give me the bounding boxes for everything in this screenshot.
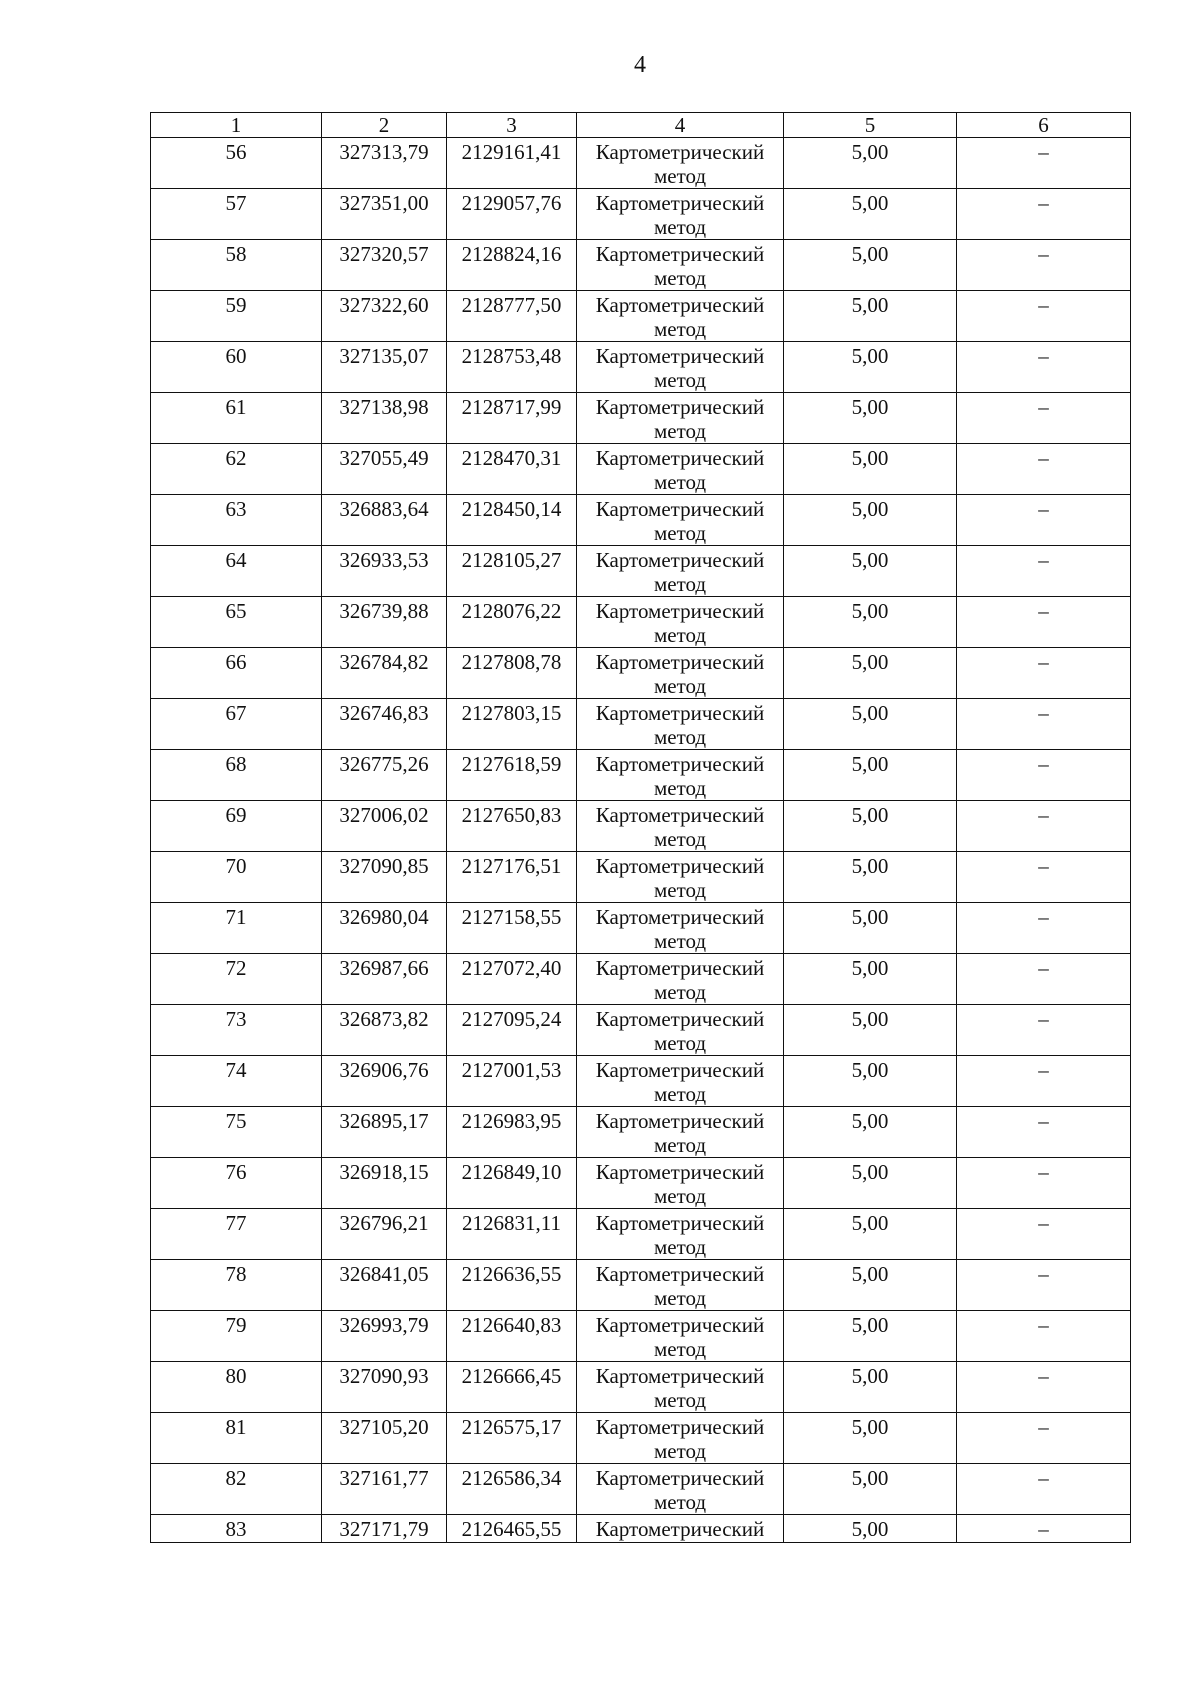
- method-cell: [577, 1260, 784, 1311]
- point-number-cell: 81: [151, 1413, 322, 1464]
- method-line-1: Картометрический: [595, 395, 765, 419]
- x-coordinate-cell: 326739,88: [322, 597, 447, 648]
- table-row: [151, 954, 1131, 1005]
- point-number-cell: 76: [151, 1158, 322, 1209]
- method-line-2: метод: [653, 317, 707, 341]
- x-coordinate-cell: 326796,21: [322, 1209, 447, 1260]
- method-cell: [577, 189, 784, 240]
- table-row: [151, 1056, 1131, 1107]
- accuracy-cell: 5,00: [784, 750, 957, 801]
- table-row: [151, 1464, 1131, 1515]
- method-cell: [577, 1107, 784, 1158]
- method-line-1: Картометрический: [595, 140, 765, 164]
- y-coordinate-cell: 2126586,34: [447, 1464, 577, 1515]
- note-cell: –: [957, 801, 1131, 852]
- x-coordinate-cell: 326784,82: [322, 648, 447, 699]
- accuracy-cell: 5,00: [784, 138, 957, 189]
- note-cell: –: [957, 1464, 1131, 1515]
- y-coordinate-cell: 2128753,48: [447, 342, 577, 393]
- y-coordinate-cell: 2127001,53: [447, 1056, 577, 1107]
- accuracy-cell: 5,00: [784, 1311, 957, 1362]
- table-row: [151, 1209, 1131, 1260]
- point-number-cell: 63: [151, 495, 322, 546]
- method-cell: [577, 342, 784, 393]
- table-row: [151, 138, 1131, 189]
- table-row: [151, 903, 1131, 954]
- accuracy-cell: 5,00: [784, 1056, 957, 1107]
- point-number-cell: 75: [151, 1107, 322, 1158]
- accuracy-cell: 5,00: [784, 801, 957, 852]
- accuracy-cell: 5,00: [784, 291, 957, 342]
- method-line-2: метод: [653, 1286, 707, 1310]
- accuracy-cell: 5,00: [784, 1107, 957, 1158]
- accuracy-cell: 5,00: [784, 699, 957, 750]
- method-line-1: Картометрический: [595, 752, 765, 776]
- table-row: [151, 1005, 1131, 1056]
- method-line-2: метод: [653, 164, 707, 188]
- table-row: [151, 699, 1131, 750]
- header-row: [151, 113, 1131, 138]
- method-line-2: метод: [653, 776, 707, 800]
- point-number-cell: 62: [151, 444, 322, 495]
- note-cell: –: [957, 1362, 1131, 1413]
- y-coordinate-cell: 2126831,11: [447, 1209, 577, 1260]
- y-coordinate-cell: 2126636,55: [447, 1260, 577, 1311]
- accuracy-cell: 5,00: [784, 444, 957, 495]
- x-coordinate-cell: 326980,04: [322, 903, 447, 954]
- y-coordinate-cell: 2127650,83: [447, 801, 577, 852]
- note-cell: –: [957, 699, 1131, 750]
- method-line-2: метод: [653, 623, 707, 647]
- method-line-1: Картометрический: [595, 854, 765, 878]
- y-coordinate-cell: 2126640,83: [447, 1311, 577, 1362]
- accuracy-cell: 5,00: [784, 1362, 957, 1413]
- point-number-cell: 77: [151, 1209, 322, 1260]
- point-number-cell: 73: [151, 1005, 322, 1056]
- method-line-1: Картометрический: [595, 191, 765, 215]
- x-coordinate-cell: 327161,77: [322, 1464, 447, 1515]
- x-coordinate-cell: 327320,57: [322, 240, 447, 291]
- point-number-cell: 72: [151, 954, 322, 1005]
- note-cell: –: [957, 495, 1131, 546]
- note-cell: –: [957, 546, 1131, 597]
- point-number-cell: 60: [151, 342, 322, 393]
- method-line-1: Картометрический: [595, 242, 765, 266]
- method-cell: [577, 1056, 784, 1107]
- method-cell: [577, 903, 784, 954]
- table-row: [151, 189, 1131, 240]
- header-cell: 2: [322, 113, 447, 138]
- table-row: [151, 1413, 1131, 1464]
- method-cell: [577, 1311, 784, 1362]
- x-coordinate-cell: 326987,66: [322, 954, 447, 1005]
- x-coordinate-cell: 327090,85: [322, 852, 447, 903]
- method-cell: [577, 597, 784, 648]
- y-coordinate-cell: 2128450,14: [447, 495, 577, 546]
- method-line-2: метод: [653, 1388, 707, 1412]
- note-cell: –: [957, 954, 1131, 1005]
- method-cell: [577, 801, 784, 852]
- table-row: [151, 444, 1131, 495]
- point-number-cell: 78: [151, 1260, 322, 1311]
- table-row: [151, 1515, 1131, 1543]
- x-coordinate-cell: 326841,05: [322, 1260, 447, 1311]
- note-cell: –: [957, 1260, 1131, 1311]
- accuracy-cell: 5,00: [784, 1413, 957, 1464]
- table-row: [151, 240, 1131, 291]
- method-line-1: Картометрический: [595, 1160, 765, 1184]
- x-coordinate-cell: 327351,00: [322, 189, 447, 240]
- point-number-cell: 82: [151, 1464, 322, 1515]
- method-cell: [577, 954, 784, 1005]
- method-line-1: Картометрический: [595, 701, 765, 725]
- method-cell: [577, 444, 784, 495]
- method-line-2: метод: [653, 1082, 707, 1106]
- table-body: [151, 138, 1131, 1543]
- method-line-1: Картометрический: [595, 1364, 765, 1388]
- table-row: [151, 597, 1131, 648]
- y-coordinate-cell: 2126849,10: [447, 1158, 577, 1209]
- method-line-2: метод: [653, 1133, 707, 1157]
- note-cell: –: [957, 1515, 1131, 1543]
- x-coordinate-cell: 326746,83: [322, 699, 447, 750]
- x-coordinate-cell: 327090,93: [322, 1362, 447, 1413]
- method-cell: [577, 1362, 784, 1413]
- note-cell: –: [957, 189, 1131, 240]
- note-cell: –: [957, 1413, 1131, 1464]
- y-coordinate-cell: 2127158,55: [447, 903, 577, 954]
- method-cell: [577, 750, 784, 801]
- x-coordinate-cell: 326906,76: [322, 1056, 447, 1107]
- accuracy-cell: 5,00: [784, 546, 957, 597]
- y-coordinate-cell: 2128470,31: [447, 444, 577, 495]
- accuracy-cell: 5,00: [784, 240, 957, 291]
- y-coordinate-cell: 2127095,24: [447, 1005, 577, 1056]
- y-coordinate-cell: 2127176,51: [447, 852, 577, 903]
- x-coordinate-cell: 326918,15: [322, 1158, 447, 1209]
- note-cell: –: [957, 852, 1131, 903]
- y-coordinate-cell: 2127618,59: [447, 750, 577, 801]
- method-cell: [577, 546, 784, 597]
- x-coordinate-cell: 326933,53: [322, 546, 447, 597]
- method-line-1: Картометрический: [595, 905, 765, 929]
- x-coordinate-cell: 327006,02: [322, 801, 447, 852]
- y-coordinate-cell: 2126983,95: [447, 1107, 577, 1158]
- method-line-1: Картометрический: [595, 1466, 765, 1490]
- note-cell: –: [957, 291, 1131, 342]
- accuracy-cell: 5,00: [784, 393, 957, 444]
- method-cell: [577, 1158, 784, 1209]
- point-number-cell: 69: [151, 801, 322, 852]
- point-number-cell: 71: [151, 903, 322, 954]
- accuracy-cell: 5,00: [784, 852, 957, 903]
- y-coordinate-cell: 2128824,16: [447, 240, 577, 291]
- method-line-2: метод: [653, 266, 707, 290]
- accuracy-cell: 5,00: [784, 597, 957, 648]
- method-line-2: метод: [653, 980, 707, 1004]
- point-number-cell: 70: [151, 852, 322, 903]
- x-coordinate-cell: 326993,79: [322, 1311, 447, 1362]
- y-coordinate-cell: 2128717,99: [447, 393, 577, 444]
- note-cell: –: [957, 1107, 1131, 1158]
- table-row: [151, 291, 1131, 342]
- y-coordinate-cell: 2126666,45: [447, 1362, 577, 1413]
- point-number-cell: 65: [151, 597, 322, 648]
- method-line-1: Картометрический: [595, 293, 765, 317]
- method-line-2: метод: [653, 725, 707, 749]
- x-coordinate-cell: 327138,98: [322, 393, 447, 444]
- point-number-cell: 66: [151, 648, 322, 699]
- note-cell: –: [957, 138, 1131, 189]
- method-cell: [577, 1413, 784, 1464]
- note-cell: –: [957, 240, 1131, 291]
- point-number-cell: 59: [151, 291, 322, 342]
- method-line-1: Картометрический: [595, 344, 765, 368]
- header-cell: 4: [577, 113, 784, 138]
- accuracy-cell: 5,00: [784, 1260, 957, 1311]
- method-line-1: Картометрический: [595, 803, 765, 827]
- table-row: [151, 1260, 1131, 1311]
- table-row: [151, 801, 1131, 852]
- method-line-2: метод: [653, 878, 707, 902]
- method-cell: [577, 393, 784, 444]
- note-cell: –: [957, 1209, 1131, 1260]
- method-line-1: Картометрический: [595, 1313, 765, 1337]
- y-coordinate-cell: 2129161,41: [447, 138, 577, 189]
- note-cell: –: [957, 750, 1131, 801]
- y-coordinate-cell: 2129057,76: [447, 189, 577, 240]
- method-line-1: Картометрический: [595, 956, 765, 980]
- y-coordinate-cell: 2127072,40: [447, 954, 577, 1005]
- accuracy-cell: 5,00: [784, 903, 957, 954]
- accuracy-cell: 5,00: [784, 1464, 957, 1515]
- note-cell: –: [957, 597, 1131, 648]
- point-number-cell: 57: [151, 189, 322, 240]
- x-coordinate-cell: 327171,79: [322, 1515, 447, 1543]
- y-coordinate-cell: 2127803,15: [447, 699, 577, 750]
- method-cell: [577, 495, 784, 546]
- method-cell: [577, 291, 784, 342]
- point-number-cell: 68: [151, 750, 322, 801]
- method-line-1: Картометрический: [595, 1058, 765, 1082]
- accuracy-cell: 5,00: [784, 954, 957, 1005]
- note-cell: –: [957, 903, 1131, 954]
- table-row: [151, 495, 1131, 546]
- table-row: [151, 1107, 1131, 1158]
- method-line-2: метод: [653, 572, 707, 596]
- note-cell: –: [957, 444, 1131, 495]
- point-number-cell: 58: [151, 240, 322, 291]
- table-row: [151, 648, 1131, 699]
- note-cell: –: [957, 393, 1131, 444]
- method-line-1: Картометрический: [595, 1517, 765, 1541]
- note-cell: –: [957, 648, 1131, 699]
- method-cell: [577, 648, 784, 699]
- accuracy-cell: 5,00: [784, 1209, 957, 1260]
- method-cell: [577, 852, 784, 903]
- table-row: [151, 342, 1131, 393]
- x-coordinate-cell: 326895,17: [322, 1107, 447, 1158]
- point-number-cell: 61: [151, 393, 322, 444]
- header-cell: 3: [447, 113, 577, 138]
- point-number-cell: 64: [151, 546, 322, 597]
- accuracy-cell: 5,00: [784, 495, 957, 546]
- note-cell: –: [957, 342, 1131, 393]
- x-coordinate-cell: 327135,07: [322, 342, 447, 393]
- header-cell: 1: [151, 113, 322, 138]
- accuracy-cell: 5,00: [784, 189, 957, 240]
- x-coordinate-cell: 327322,60: [322, 291, 447, 342]
- method-line-1: Картометрический: [595, 446, 765, 470]
- coordinates-table: [150, 112, 1131, 1543]
- method-line-2: метод: [653, 368, 707, 392]
- method-cell: [577, 240, 784, 291]
- method-line-2: метод: [653, 1490, 707, 1514]
- method-line-2: метод: [653, 1439, 707, 1463]
- y-coordinate-cell: 2128076,22: [447, 597, 577, 648]
- y-coordinate-cell: 2128777,50: [447, 291, 577, 342]
- table-row: [151, 750, 1131, 801]
- method-line-2: метод: [653, 470, 707, 494]
- method-line-2: метод: [653, 929, 707, 953]
- point-number-cell: 79: [151, 1311, 322, 1362]
- x-coordinate-cell: 326775,26: [322, 750, 447, 801]
- x-coordinate-cell: 327055,49: [322, 444, 447, 495]
- method-cell: [577, 1005, 784, 1056]
- point-number-cell: 83: [151, 1515, 322, 1543]
- table-row: [151, 1158, 1131, 1209]
- method-line-1: Картометрический: [595, 650, 765, 674]
- x-coordinate-cell: 326883,64: [322, 495, 447, 546]
- note-cell: –: [957, 1005, 1131, 1056]
- method-line-1: Картометрический: [595, 599, 765, 623]
- table-row: [151, 393, 1131, 444]
- method-cell: [577, 1515, 784, 1543]
- method-line-2: метод: [653, 419, 707, 443]
- method-line-1: Картометрический: [595, 1211, 765, 1235]
- method-line-1: Картометрический: [595, 1262, 765, 1286]
- method-cell: [577, 699, 784, 750]
- method-line-2: метод: [653, 521, 707, 545]
- method-line-1: Картометрический: [595, 548, 765, 572]
- method-line-1: Картометрический: [595, 1007, 765, 1031]
- header-cell: 6: [957, 113, 1131, 138]
- y-coordinate-cell: 2126465,55: [447, 1515, 577, 1543]
- accuracy-cell: 5,00: [784, 1158, 957, 1209]
- note-cell: –: [957, 1158, 1131, 1209]
- accuracy-cell: 5,00: [784, 648, 957, 699]
- table-row: [151, 1362, 1131, 1413]
- method-line-2: метод: [653, 1235, 707, 1259]
- accuracy-cell: 5,00: [784, 1005, 957, 1056]
- method-line-1: Картометрический: [595, 1415, 765, 1439]
- method-cell: [577, 1209, 784, 1260]
- accuracy-cell: 5,00: [784, 1515, 957, 1543]
- table-row: [151, 1311, 1131, 1362]
- y-coordinate-cell: 2127808,78: [447, 648, 577, 699]
- method-line-2: метод: [653, 827, 707, 851]
- point-number-cell: 56: [151, 138, 322, 189]
- y-coordinate-cell: 2126575,17: [447, 1413, 577, 1464]
- method-line-2: метод: [653, 1031, 707, 1055]
- table-row: [151, 546, 1131, 597]
- point-number-cell: 67: [151, 699, 322, 750]
- table-row: [151, 852, 1131, 903]
- x-coordinate-cell: 327313,79: [322, 138, 447, 189]
- point-number-cell: 74: [151, 1056, 322, 1107]
- method-line-1: Картометрический: [595, 1109, 765, 1133]
- note-cell: –: [957, 1311, 1131, 1362]
- method-line-2: метод: [653, 674, 707, 698]
- method-line-2: метод: [653, 1184, 707, 1208]
- x-coordinate-cell: 327105,20: [322, 1413, 447, 1464]
- method-line-1: Картометрический: [595, 497, 765, 521]
- header-cell: 5: [784, 113, 957, 138]
- accuracy-cell: 5,00: [784, 342, 957, 393]
- method-line-2: метод: [653, 215, 707, 239]
- page-number: 4: [634, 52, 646, 78]
- method-cell: [577, 1464, 784, 1515]
- x-coordinate-cell: 326873,82: [322, 1005, 447, 1056]
- note-cell: –: [957, 1056, 1131, 1107]
- point-number-cell: 80: [151, 1362, 322, 1413]
- y-coordinate-cell: 2128105,27: [447, 546, 577, 597]
- method-line-2: метод: [653, 1337, 707, 1361]
- method-cell: [577, 138, 784, 189]
